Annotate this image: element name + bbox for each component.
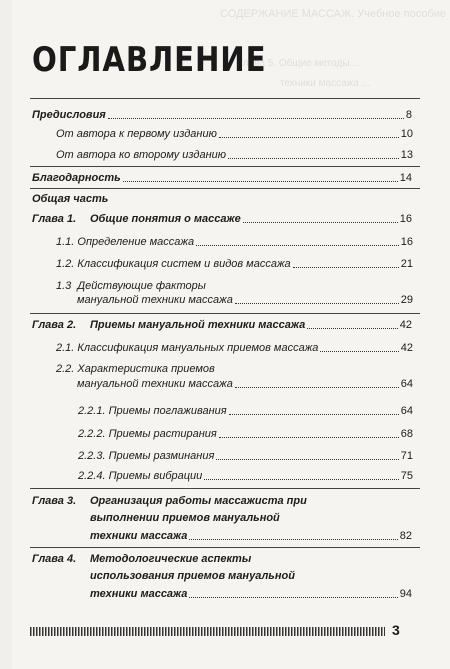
toc-chapter-entry[interactable]	[32, 212, 412, 226]
divider	[30, 313, 420, 314]
toc-page-number: 13	[400, 149, 413, 161]
leader-dots	[243, 212, 398, 223]
toc-entry[interactable]	[32, 171, 412, 185]
toc-page-number: 14	[399, 172, 412, 184]
toc-page-number: 82	[399, 530, 412, 542]
toc-chapter-entry-continuation[interactable]	[90, 529, 412, 543]
toc-chapter-entry[interactable]	[32, 318, 412, 332]
leader-dots	[216, 449, 398, 460]
toc-entry-label: Благодарность	[32, 172, 121, 184]
leader-dots	[204, 469, 398, 480]
chapter-number: Глава 4.	[32, 553, 77, 565]
toc-entry-label-line: мануальной техники массажа	[77, 378, 233, 390]
chapter-title-line: Организация работы массажиста при	[90, 495, 307, 507]
toc-page-number: 29	[400, 294, 413, 306]
toc-entry-label	[32, 319, 305, 332]
toc-chapter-entry-continuation[interactable]	[90, 587, 412, 601]
toc-entry-label: 2.2.4. Приемы вибрации	[78, 470, 203, 482]
leader-dots	[228, 148, 399, 159]
toc-page-number: 64	[400, 378, 413, 390]
toc-entry-label: 2.2.1. Приемы поглаживания	[78, 405, 227, 417]
toc-entry-continuation[interactable]	[77, 377, 413, 391]
toc-entry[interactable]	[56, 235, 413, 249]
toc-entry[interactable]	[32, 108, 412, 122]
page-title: ОГЛАВЛЕНИЕ	[32, 40, 267, 80]
divider	[30, 188, 420, 189]
toc-entry[interactable]	[78, 404, 413, 418]
toc-chapter-entry-continuation[interactable]	[90, 511, 280, 526]
leader-dots	[189, 587, 397, 598]
leader-dots	[219, 127, 399, 138]
toc-chapter-entry-continuation[interactable]	[90, 569, 295, 584]
toc-entry[interactable]	[56, 341, 413, 355]
toc-page-number: 71	[400, 450, 413, 462]
toc-entry[interactable]	[78, 449, 413, 463]
toc-entry[interactable]	[56, 127, 413, 141]
divider	[30, 488, 420, 489]
toc-entry-label: 2.2.3. Приемы разминания	[78, 450, 215, 462]
toc-entry-label: Предисловия	[32, 109, 106, 121]
page-number: 3	[392, 622, 400, 638]
toc-entry[interactable]	[56, 362, 215, 377]
toc-entry-label: 1.2. Классификация систем и видов массажа	[56, 258, 291, 270]
toc-page-number: 21	[400, 258, 413, 270]
leader-dots	[320, 341, 398, 352]
chapter-title-line: техники массажа	[90, 530, 188, 542]
chapter-number: Глава 3.	[32, 495, 77, 507]
leader-dots	[235, 377, 399, 388]
leader-dots	[307, 318, 398, 329]
toc-page-number: 68	[400, 428, 413, 440]
toc-entry[interactable]	[56, 257, 413, 271]
divider	[30, 166, 420, 167]
toc-entry-label	[32, 213, 241, 226]
leader-dots	[235, 293, 399, 304]
toc-entry[interactable]	[56, 148, 413, 162]
section-number: 1.3	[56, 280, 72, 292]
chapter-number: Глава 1.	[32, 213, 77, 225]
toc-entry-label-line: Действующие факторы	[77, 280, 206, 292]
toc-entry[interactable]	[56, 279, 206, 294]
toc-chapter-entry[interactable]	[32, 494, 307, 509]
toc-page-number: 94	[399, 588, 412, 600]
leader-dots	[108, 108, 404, 119]
chapter-title-line: использования приемов мануальной	[90, 570, 295, 582]
toc-page-number: 64	[400, 405, 413, 417]
chapter-title-line: техники массажа	[90, 588, 188, 600]
section-heading: Общая часть	[32, 193, 109, 205]
toc-entry[interactable]	[78, 469, 413, 483]
leader-dots	[293, 257, 399, 268]
leader-dots	[123, 171, 398, 182]
toc-entry-label-line: 2.2. Характеристика приемов	[56, 363, 215, 375]
toc-page-number: 16	[399, 213, 412, 225]
toc-page-number: 42	[400, 342, 413, 354]
toc-page-number: 10	[400, 128, 413, 140]
toc-entry-label: От автора к первому изданию	[56, 128, 217, 140]
toc-entry-label: 2.2.2. Приемы растирания	[78, 428, 217, 440]
chapter-title: Приемы мануальной техники массажа	[90, 319, 306, 331]
toc-page-number: 75	[400, 470, 413, 482]
toc-entry-label: 1.1. Определение массажа	[56, 236, 195, 248]
chapter-number: Глава 2.	[32, 319, 77, 331]
toc-entry[interactable]	[78, 427, 413, 441]
toc-entry-label: 2.1. Классификация мануальных приемов массажа	[56, 342, 319, 354]
divider	[30, 547, 420, 548]
footer-decorative-bar	[30, 627, 385, 636]
divider	[30, 98, 420, 99]
toc-page-number: 42	[399, 319, 412, 331]
toc-page-number: 16	[400, 236, 413, 248]
leader-dots	[196, 235, 399, 246]
header-bleed-through: СОДЕРЖАНИЕ МАССАЖ. Учебное пособие	[220, 8, 447, 20]
toc-entry-label-line: мануальной техники массажа	[77, 294, 233, 306]
toc-entry-continuation[interactable]	[77, 293, 413, 307]
chapter-title-line: выполнении приемов мануальной	[90, 512, 280, 524]
chapter-title-line: Методологические аспекты	[90, 553, 252, 565]
bleed-through-line: техники массажа ...	[280, 78, 371, 89]
toc-page-number: 8	[405, 109, 412, 121]
toc-chapter-entry[interactable]	[32, 552, 251, 567]
bleed-through-line: Глава 5. Общие методы ...	[238, 58, 361, 69]
chapter-title: Общие понятия о массаже	[90, 213, 241, 225]
toc-entry-label: От автора ко второму изданию	[56, 149, 227, 161]
leader-dots	[229, 404, 399, 415]
leader-dots	[219, 427, 399, 438]
leader-dots	[189, 529, 397, 540]
